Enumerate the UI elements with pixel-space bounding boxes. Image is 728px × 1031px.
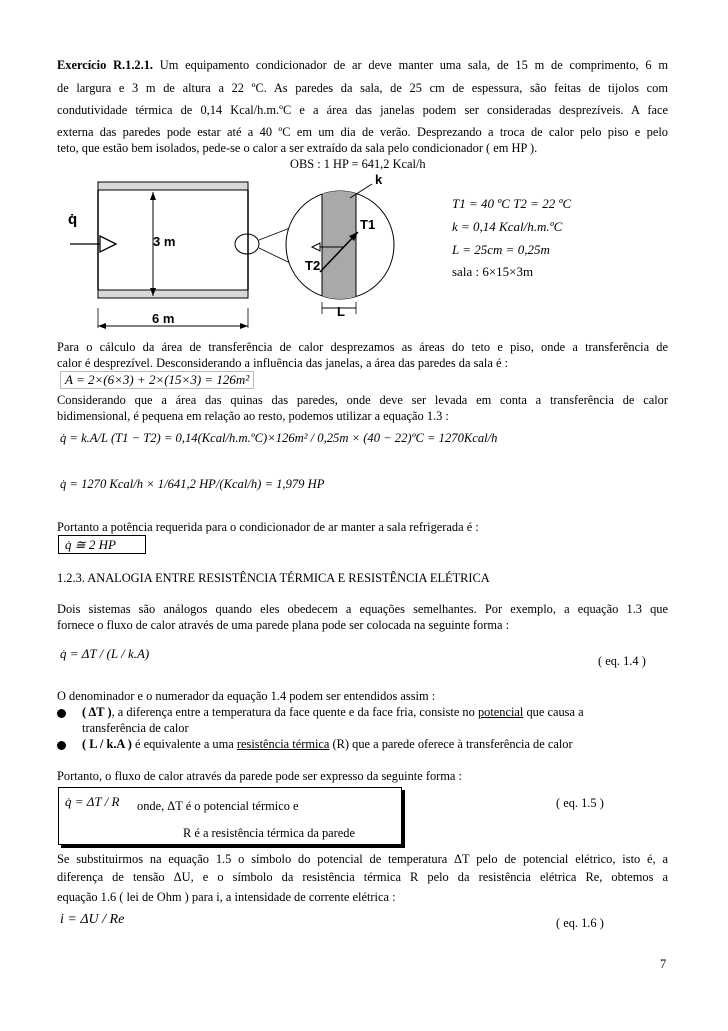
given-thickness: L = 25cm = 0,25m: [452, 242, 550, 257]
page-number: 7: [660, 957, 667, 971]
paragraph-area-1: Para o cálculo da área de transferência de calor desprezamos as áreas do teto e piso, onde a transferência de: [57, 340, 668, 354]
heat-rate-equation: q̇ = k.A/L (T1 − T2) = 0,14(Kcal/h.m.ºC)×126m² / 0,25m × (40 − 22)ºC = 1270Kcal/h: [60, 431, 498, 445]
section-paragraph-4a: Se substituirmos na equação 1.5 o símbolo do potencial de temperatura ΔT pelo de potencial elétrico, isto é, a: [57, 852, 668, 866]
paragraph-area-2: calor é desprezível. Desconsiderando a influência das janelas, a área das paredes da sala é :: [57, 356, 509, 370]
bullet-1-continuation: transferência de calor: [82, 721, 189, 735]
t2-label: T2: [305, 258, 321, 273]
section-paragraph-4b: diferença de tensão ΔU, e o símbolo da resistência térmica R pelo da resistência elétrica Re, obtemos a: [57, 870, 668, 884]
section-paragraph-2: O denominador e o numerador da equação 1.4 podem ser entendidos assim :: [57, 689, 436, 703]
paragraph-corners-1: Considerando que a área das quinas das paredes, onde deve ser levada em conta a transferência de calor: [57, 393, 668, 407]
detail-marker: [235, 234, 259, 254]
intro-line-4: externa das paredes pode estar até a 40 ºC em um dia de verão. Desprezando a troca de calor pelo piso e pelo: [57, 125, 668, 139]
bullet-1-text: ( ΔT ), a diferença entre a temperatura da face quente e da face fria, consiste no potencial que causa a: [82, 705, 584, 719]
given-temperatures: T1 = 40 ºC T2 = 22 ºC: [452, 196, 572, 211]
bullet-2: [57, 741, 66, 750]
paragraph-result: Portanto a potência requerida para o condicionador de ar manter a sala refrigerada é :: [57, 520, 479, 534]
section-paragraph-4c: equação 1.6 ( lei de Ohm ) para i, a intensidade de corrente elétrica :: [57, 890, 396, 904]
area-equation: A = 2×(6×3) + 2×(15×3) = 126m²: [60, 371, 254, 389]
room-bottom-wall: [98, 290, 248, 298]
eq-1-5-resistance: R é a resistência térmica da parede: [183, 826, 355, 840]
eq-1-6-tag: ( eq. 1.6 ): [556, 916, 604, 930]
equation-1-4: q̇ = ΔT / (L / k.A): [60, 646, 150, 661]
eq-1-5-tag: ( eq. 1.5 ): [556, 796, 604, 810]
section-title: 1.2.3. ANALOGIA ENTRE RESISTÊNCIA TÉRMICA E RESISTÊNCIA ELÉTRICA: [57, 571, 490, 585]
hp-conversion-equation: q̇ = 1270 Kcal/h × 1/641,2 HP/(Kcal/h) = 1,979 HP: [60, 477, 325, 491]
equation-1-6: i = ΔU / Re: [60, 912, 125, 927]
intro-line-5: teto, que estão bem isolados, pede-se o calor a ser extraído da sala pelo condicionador ( em HP ).: [57, 141, 538, 155]
given-conductivity: k = 0,14 Kcal/h.m.ºC: [452, 219, 563, 234]
equation-1-5: q̇ = ΔT / R: [65, 794, 120, 809]
intro-line-3: condutividade térmica de 0,14 Kcal/h.m.ºC e a área das janelas podem ser consideradas desprezíveis. A face: [57, 103, 668, 117]
eq-1-4-tag: ( eq. 1.4 ): [598, 654, 646, 668]
l-label: L: [337, 304, 345, 319]
section-paragraph-1a: Dois sistemas são análogos quando eles obedecem a equações semelhantes. Por exemplo, a equação 1.3 que: [57, 602, 668, 616]
bullet-1: [57, 709, 66, 718]
result-box: q̇ ≅ 2 HP: [58, 535, 146, 554]
obs-note: OBS : 1 HP = 641,2 Kcal/h: [290, 157, 426, 171]
q-dot-label: q̇: [68, 211, 78, 228]
room-top-wall: [98, 182, 248, 190]
eq-1-5-where: onde, ΔT é o potencial térmico e: [137, 799, 299, 813]
wall-section: [322, 188, 356, 304]
intro-line-2: de largura e 3 m de altura a 22 ºC. As paredes da sala, de 25 cm de espessura, são feitas de tijolos com: [57, 81, 668, 95]
section-paragraph-1b: fornece o fluxo de calor através de uma parede plana pode ser colocada na seguinte forma :: [57, 618, 510, 632]
given-room-dimensions: sala : 6×15×3m: [452, 264, 534, 279]
section-paragraph-3: Portanto, o fluxo de calor através da parede pode ser expresso da seguinte forma :: [57, 769, 462, 783]
room-wall-figure: [60, 168, 440, 333]
height-label: 3 m: [153, 234, 176, 249]
width-label: 6 m: [152, 311, 175, 326]
intro-line-1: Exercício R.1.2.1. Um equipamento condicionador de ar deve manter uma sala, de 15 m de comprimento, 6 m: [57, 58, 668, 72]
bullet-2-text: ( L / k.A ) é equivalente a uma resistência térmica (R) que a parede oferece à transferência de calor: [82, 737, 573, 751]
paragraph-corners-2: bidimensional, é pequena em relação ao resto, podemos utilizar a equação 1.3 :: [57, 409, 449, 423]
equation-1-5-box: [58, 787, 402, 845]
exercise-label: Exercício R.1.2.1.: [57, 58, 154, 72]
heat-flow-arrow: [100, 236, 116, 252]
t1-label: T1: [360, 217, 376, 232]
k-label: k: [375, 172, 383, 187]
